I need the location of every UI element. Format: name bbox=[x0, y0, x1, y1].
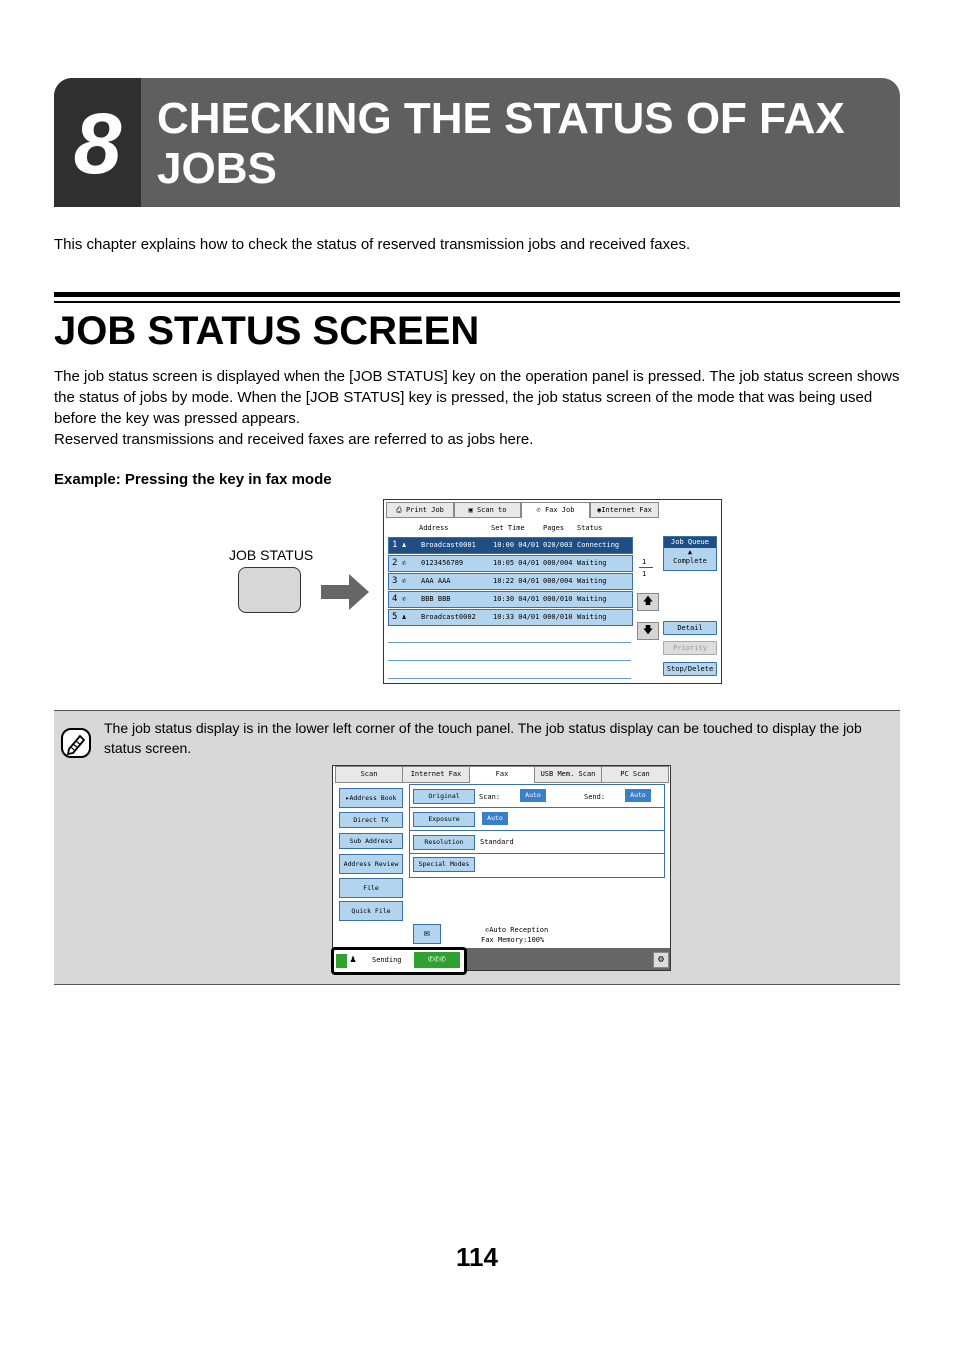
chapter-title: CHECKING THE STATUS OF FAX JOBS bbox=[157, 94, 845, 193]
settings-gear-icon[interactable]: ⚙ bbox=[653, 952, 669, 968]
scan-label: Scan: bbox=[479, 793, 501, 801]
scan-value: Auto bbox=[520, 789, 546, 802]
job-status-screen bbox=[383, 499, 722, 684]
job-status-display[interactable] bbox=[331, 947, 467, 975]
panel-divider bbox=[410, 830, 664, 831]
note-text: The job status display is in the lower left corner of the touch panel. The job status display can be touched to display the job status screen. bbox=[104, 720, 862, 756]
stop-delete-button[interactable]: Stop/Delete bbox=[663, 662, 717, 676]
send-label: Send: bbox=[584, 793, 606, 801]
section-rule-thin bbox=[54, 301, 900, 303]
job-status-key[interactable] bbox=[238, 567, 301, 613]
status-light bbox=[336, 954, 347, 968]
printer-icon: ⎙ bbox=[396, 506, 402, 514]
globe-icon: ◉ bbox=[597, 506, 602, 514]
tab-internet-fax[interactable]: Internet Fax bbox=[402, 766, 470, 783]
quick-file-button[interactable]: Quick File bbox=[339, 901, 403, 921]
section-body bbox=[54, 366, 904, 450]
broadcast-icon: ♟ bbox=[350, 954, 357, 965]
empty-row bbox=[388, 660, 631, 661]
chapter-number-box bbox=[54, 78, 141, 207]
section-body-paragraph-1: The job status screen is displayed when the [JOB STATUS] key on the operation panel is pressed. The job status screen shows the status of jobs by mode. When the [JOB STATUS] key is pressed, the job status screen of the mode that was being used before the key was pressed appears. bbox=[54, 368, 900, 427]
address-book-button[interactable]: ▸Address Book bbox=[339, 788, 403, 808]
tab-usb-mem-scan[interactable]: USB Mem. Scan bbox=[534, 766, 602, 783]
empty-row bbox=[388, 678, 631, 679]
priority-button[interactable]: Priority bbox=[663, 641, 717, 655]
tab-scan-to[interactable]: ▣ Scan to bbox=[454, 502, 521, 518]
page-current: 1 bbox=[642, 558, 647, 566]
special-modes-button[interactable]: Special Modes bbox=[413, 857, 475, 872]
note-box bbox=[54, 710, 900, 985]
auto-reception-status: ✆Auto Reception bbox=[485, 926, 549, 934]
detail-button[interactable]: Detail bbox=[663, 621, 717, 635]
scanner-icon: ▣ bbox=[468, 506, 473, 514]
settings-panel bbox=[409, 784, 665, 878]
tab-scan[interactable]: Scan bbox=[335, 766, 403, 783]
exposure-button[interactable]: Exposure bbox=[413, 812, 475, 827]
page-number: 114 bbox=[456, 1242, 498, 1272]
job-row[interactable]: 2 ✆ 0123456789 10:05 04/01 000/004 Waiting bbox=[388, 555, 633, 572]
arrow-down-icon: 🡇 bbox=[642, 625, 654, 636]
fax-icon: ✆ bbox=[485, 926, 490, 934]
tab-print-job[interactable]: ⎙ Print Job bbox=[386, 502, 454, 518]
section-body-paragraph-2: Reserved transmissions and received faxes are referred to as jobs here. bbox=[54, 431, 534, 448]
resolution-button[interactable]: Resolution bbox=[413, 835, 475, 850]
fax-icon: ✆ bbox=[402, 595, 407, 603]
job-status-text: Sending bbox=[372, 956, 402, 964]
complete-option[interactable]: Complete bbox=[673, 557, 707, 565]
arrow-right-icon bbox=[321, 574, 371, 610]
sub-address-button[interactable]: Sub Address bbox=[339, 833, 403, 849]
panel-divider bbox=[410, 853, 664, 854]
fax-icon: ✆ bbox=[536, 506, 541, 514]
page-total: 1 bbox=[642, 570, 647, 578]
job-row[interactable]: 4 ✆ BBB BBB 10:30 04/01 000/010 Waiting bbox=[388, 591, 633, 608]
section-rule-thick bbox=[54, 292, 900, 297]
toggle-arrows-icon: ▲ bbox=[687, 548, 693, 556]
broadcast-icon: ♟ bbox=[402, 541, 407, 549]
job-status-key-label: JOB STATUS bbox=[229, 547, 314, 563]
file-button[interactable]: File bbox=[339, 878, 403, 898]
tab-fax[interactable]: Fax bbox=[469, 766, 535, 782]
address-review-button[interactable]: Address Review bbox=[339, 854, 403, 874]
fax-activity-icon: ✆✆✆ bbox=[414, 952, 460, 968]
fax-memory-status: Fax Memory:100% bbox=[481, 936, 545, 944]
column-status: Status bbox=[577, 524, 603, 532]
pencil-note-icon bbox=[60, 727, 92, 759]
column-address: Address bbox=[419, 524, 449, 532]
fax-forward-button[interactable] bbox=[413, 924, 441, 944]
page-divider bbox=[639, 567, 653, 568]
original-button[interactable]: Original bbox=[413, 789, 475, 804]
chapter-banner bbox=[54, 78, 900, 207]
scroll-down-button[interactable] bbox=[637, 622, 659, 640]
job-row[interactable]: 5 ♟ Broadcast0002 10:33 04/01 000/010 Waiting bbox=[388, 609, 633, 626]
tab-fax-job[interactable]: ✆ Fax Job bbox=[521, 502, 590, 518]
panel-divider bbox=[410, 807, 664, 808]
tab-pc-scan[interactable]: PC Scan bbox=[601, 766, 669, 783]
exposure-value: Auto bbox=[482, 812, 508, 825]
resolution-value: Standard bbox=[480, 838, 514, 846]
job-queue-option[interactable]: Job Queue bbox=[664, 537, 716, 548]
fax-icon: ✆ bbox=[402, 577, 407, 585]
play-icon: ▸ bbox=[345, 794, 350, 802]
empty-row bbox=[388, 642, 631, 643]
fax-mode-screen bbox=[332, 765, 671, 971]
job-row[interactable]: 1 ♟ Broadcast0001 10:00 04/01 020/003 Connecting bbox=[388, 537, 633, 554]
arrow-up-icon: 🡅 bbox=[642, 596, 654, 607]
fax-send-icon: ✉ bbox=[423, 928, 431, 939]
direct-tx-button[interactable]: Direct TX bbox=[339, 812, 403, 828]
example-heading: Example: Pressing the key in fax mode bbox=[54, 471, 332, 488]
job-row[interactable]: 3 ✆ AAA AAA 10:22 04/01 000/004 Waiting bbox=[388, 573, 633, 590]
chapter-number: 8 bbox=[73, 96, 122, 192]
broadcast-icon: ♟ bbox=[402, 613, 407, 621]
section-title: JOB STATUS SCREEN bbox=[54, 309, 480, 353]
intro-text: This chapter explains how to check the status of reserved transmission jobs and received faxes. bbox=[54, 236, 691, 253]
column-set-time: Set Time bbox=[491, 524, 525, 532]
job-queue-complete-toggle[interactable] bbox=[663, 536, 717, 571]
send-value: Auto bbox=[625, 789, 651, 802]
tab-internet-fax[interactable]: ◉Internet Fax bbox=[590, 502, 659, 518]
scroll-up-button[interactable] bbox=[637, 593, 659, 611]
column-pages: Pages bbox=[543, 524, 565, 532]
fax-icon: ✆ bbox=[402, 559, 407, 567]
